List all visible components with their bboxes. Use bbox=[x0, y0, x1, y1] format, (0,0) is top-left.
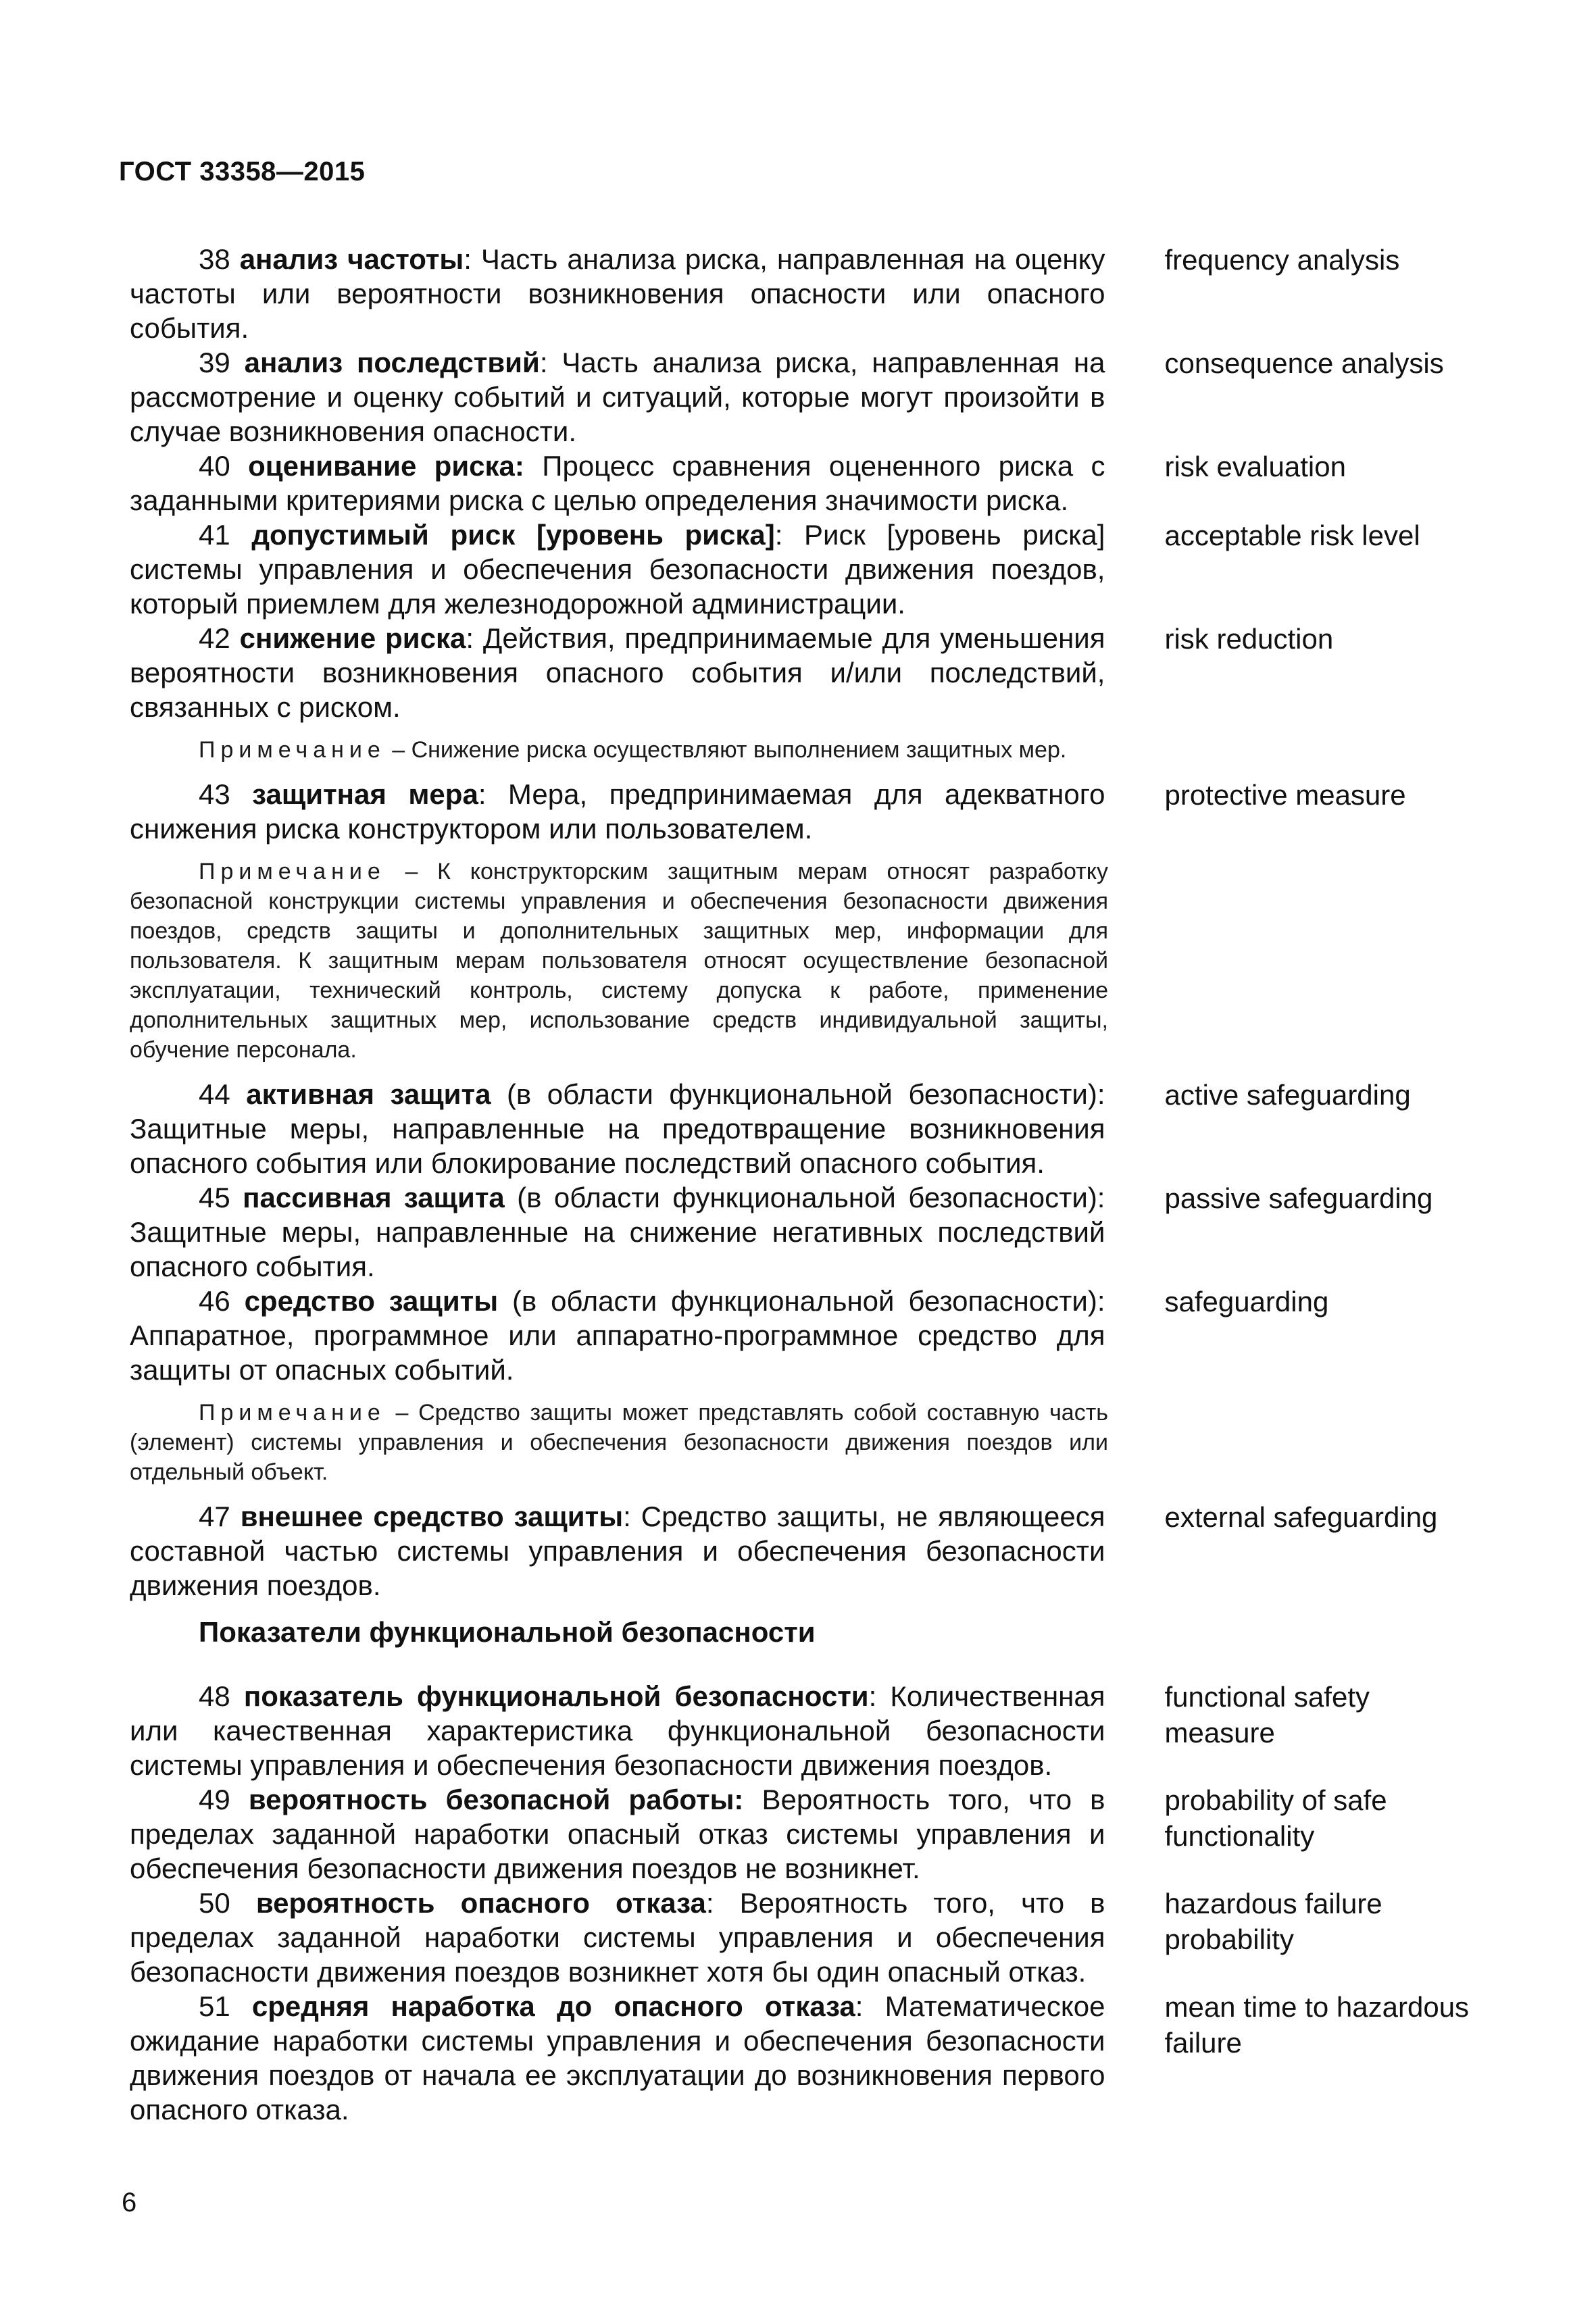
entry-number: 49 bbox=[199, 1784, 230, 1815]
entry-49 bbox=[130, 1782, 1481, 1886]
english-term: passive safeguarding bbox=[1164, 1182, 1433, 1214]
document-header: ГОСТ 33358—2015 bbox=[119, 157, 366, 186]
entry-number: 38 bbox=[199, 243, 230, 275]
english-term: safeguarding bbox=[1164, 1286, 1329, 1317]
term: допустимый риск [уровень риска] bbox=[251, 519, 775, 551]
note-text: – К конструкторским защитным мерам относят разработку безопасной конструкции системы управления и обеспечения безопасности движения поездов, средств защиты и дополнительных защитных мер, информации для пользователя. К защитным мерам пользователя относят осуществление безопасной эксплуатации, технический контроль, систему допуска к работе, применение дополнительных защитных мер, использование средств индивидуальной защиты, обучение персонала. bbox=[130, 859, 1108, 1063]
english-term: mean time to hazardous failure bbox=[1164, 1991, 1470, 2059]
note-43 bbox=[130, 857, 1108, 1065]
term: снижение риска bbox=[239, 622, 466, 654]
definition: (в области функциональной безопасности): Защитные меры, направленные на снижение негативных последствий опасного события. bbox=[130, 1182, 1105, 1282]
entry-number: 45 bbox=[199, 1182, 230, 1213]
english-term: functional safety measure bbox=[1164, 1681, 1370, 1749]
page-number: 6 bbox=[122, 2188, 137, 2217]
note-text: – Средство защиты может представлять собой составную часть (элемент) системы управления и обеспечения безопасности движения поездов или отдельный объект. bbox=[130, 1400, 1108, 1485]
entry-number: 39 bbox=[199, 347, 230, 378]
section-title: Показатели функциональной безопасности bbox=[199, 1616, 816, 1648]
term: вероятность безопасной работы: bbox=[248, 1784, 744, 1815]
entry-47: 47 внешнее средство защиты: Средство защиты, не являющееся составной частью системы управления и обеспечения безопасности движения поездов. external safeguarding bbox=[130, 1499, 1481, 1603]
definition: Действия, предпринимаемые для уменьшения вероятности возникновения опасного события и/или последствий, связанных с риском. bbox=[130, 622, 1105, 723]
entry-number: 48 bbox=[199, 1680, 230, 1712]
entry-number: 46 bbox=[199, 1285, 230, 1317]
english-term: protective measure bbox=[1164, 779, 1406, 811]
term: защитная мера bbox=[252, 778, 478, 810]
entry-number: 43 bbox=[199, 778, 230, 810]
entry-number: 42 bbox=[199, 622, 230, 654]
term: внешнее средство защиты bbox=[240, 1501, 624, 1532]
english-term: consequence analysis bbox=[1164, 347, 1444, 379]
term: оценивание риска: bbox=[248, 450, 524, 482]
entry-41: 41 допустимый риск [уровень риска]: Риск [уровень риска] системы управления и обеспечения безопасности движения поездов, который приемлем для железнодорожной администрации. acceptable risk level bbox=[130, 518, 1481, 621]
entry-48: 48 показатель функциональной безопасности: Количественная или качественная характеристика функциональной безопасности системы управления и обеспечения безопасности движения поездов. functional safety measure bbox=[130, 1679, 1481, 1782]
term: анализ последствий bbox=[244, 347, 540, 378]
definition: Вероятность того, что в пределах заданной наработки системы управления и обеспечения безопасности движения поездов возникнет хотя бы один опасный отказ. bbox=[130, 1887, 1105, 1988]
entry-42: 42 снижение риска: Действия, предпринимаемые для уменьшения вероятности возникновения опасного события и/или последствий, связанных с риском. risk reduction bbox=[130, 621, 1481, 724]
entry-46 bbox=[130, 1284, 1481, 1387]
definition: Математическое ожидание наработки системы управления и обеспечения безопасности движения поездов от начала ее эксплуатации до возникновения первого опасного отказа. bbox=[130, 1990, 1105, 2126]
note-46 bbox=[130, 1398, 1108, 1487]
entry-45 bbox=[130, 1180, 1481, 1284]
definition: Риск [уровень риска] системы управления и обеспечения безопасности движения поездов, который приемлем для железнодорожной администрации. bbox=[130, 519, 1105, 620]
entry-50: 50 вероятность опасного отказа: Вероятность того, что в пределах заданной наработки системы управления и обеспечения безопасности движения поездов возникнет хотя бы один опасный отказ. hazardous failure probability bbox=[130, 1886, 1481, 1989]
definition: Средство защиты, не являющееся составной частью системы управления и обеспечения безопасности движения поездов. bbox=[130, 1501, 1105, 1601]
entry-40 bbox=[130, 449, 1481, 518]
entry-number: 47 bbox=[199, 1501, 230, 1532]
entry-44 bbox=[130, 1077, 1481, 1180]
english-term: external safeguarding bbox=[1164, 1501, 1438, 1533]
document-body bbox=[130, 242, 1481, 2127]
note-label: Примечание bbox=[199, 1400, 386, 1426]
english-term: risk reduction bbox=[1164, 623, 1334, 655]
entry-number: 44 bbox=[199, 1078, 230, 1110]
definition: Часть анализа риска, направленная на оценку частоты или вероятности возникновения опасности или опасного события. bbox=[130, 243, 1105, 344]
definition: (в области функциональной безопасности): Защитные меры, направленные на предотвращение возникновения опасного события или блокирование последствий опасного события. bbox=[130, 1078, 1105, 1179]
entry-39: 39 анализ последствий: Часть анализа риска, направленная на рассмотрение и оценку событий и ситуаций, которые могут произойти в случае возникновения опасности. consequence analysis bbox=[130, 345, 1481, 449]
english-term: frequency analysis bbox=[1164, 244, 1400, 276]
entry-number: 40 bbox=[199, 450, 230, 482]
term: анализ частоты bbox=[239, 243, 464, 275]
entry-51: 51 средняя наработка до опасного отказа: Математическое ожидание наработки системы управления и обеспечения безопасности движения поездов от начала ее эксплуатации до возникновения первого опасного отказа. mean time to hazardous failure bbox=[130, 1989, 1481, 2127]
term: показатель функциональной безопасности bbox=[243, 1680, 869, 1712]
definition: Часть анализа риска, направленная на рассмотрение и оценку событий и ситуаций, которые могут произойти в случае возникновения опасности. bbox=[130, 347, 1105, 447]
english-term: active safeguarding bbox=[1164, 1079, 1411, 1111]
definition: Процесс сравнения оцененного риска с заданными критериями риска с целью определения значимости риска. bbox=[130, 450, 1105, 516]
english-term: probability of safe functionality bbox=[1164, 1784, 1387, 1852]
note-label: Примечание bbox=[199, 859, 386, 884]
english-term: acceptable risk level bbox=[1164, 520, 1420, 551]
term: средняя наработка до опасного отказа bbox=[251, 1990, 855, 2022]
english-term: risk evaluation bbox=[1164, 451, 1346, 482]
note-label: Примечание bbox=[199, 737, 386, 763]
entry-number: 50 bbox=[199, 1887, 230, 1919]
term: активная защита bbox=[246, 1078, 491, 1110]
entry-38: 38 анализ частоты: Часть анализа риска, направленная на оценку частоты или вероятности возникновения опасности или опасного события. frequency analysis bbox=[130, 242, 1481, 345]
term: средство защиты bbox=[244, 1285, 499, 1317]
term: пассивная защита bbox=[243, 1182, 505, 1213]
term: вероятность опасного отказа bbox=[255, 1887, 706, 1919]
entry-43: 43 защитная мера: Мера, предпринимаемая для адекватного снижения риска конструктором или пользователем. protective measure bbox=[130, 777, 1481, 846]
english-term: hazardous failure probability bbox=[1164, 1888, 1382, 1955]
definition: (в области функциональной безопасности): Аппаратное, программное или аппаратно-программное средство для защиты от опасных событий. bbox=[130, 1285, 1105, 1386]
entry-number: 41 bbox=[199, 519, 230, 551]
note-42 bbox=[130, 735, 1108, 765]
definition: Мера, предпринимаемая для адекватного снижения риска конструктором или пользователем. bbox=[130, 778, 1105, 845]
note-text: – Снижение риска осуществляют выполнением защитных мер. bbox=[385, 737, 1067, 763]
definition: Вероятность того, что в пределах заданной наработки опасный отказ системы управления и обеспечения безопасности движения поездов не возникнет. bbox=[130, 1784, 1105, 1884]
entry-number: 51 bbox=[199, 1990, 230, 2022]
definition: Количественная или качественная характеристика функциональной безопасности системы управления и обеспечения безопасности движения поездов. bbox=[130, 1680, 1105, 1781]
